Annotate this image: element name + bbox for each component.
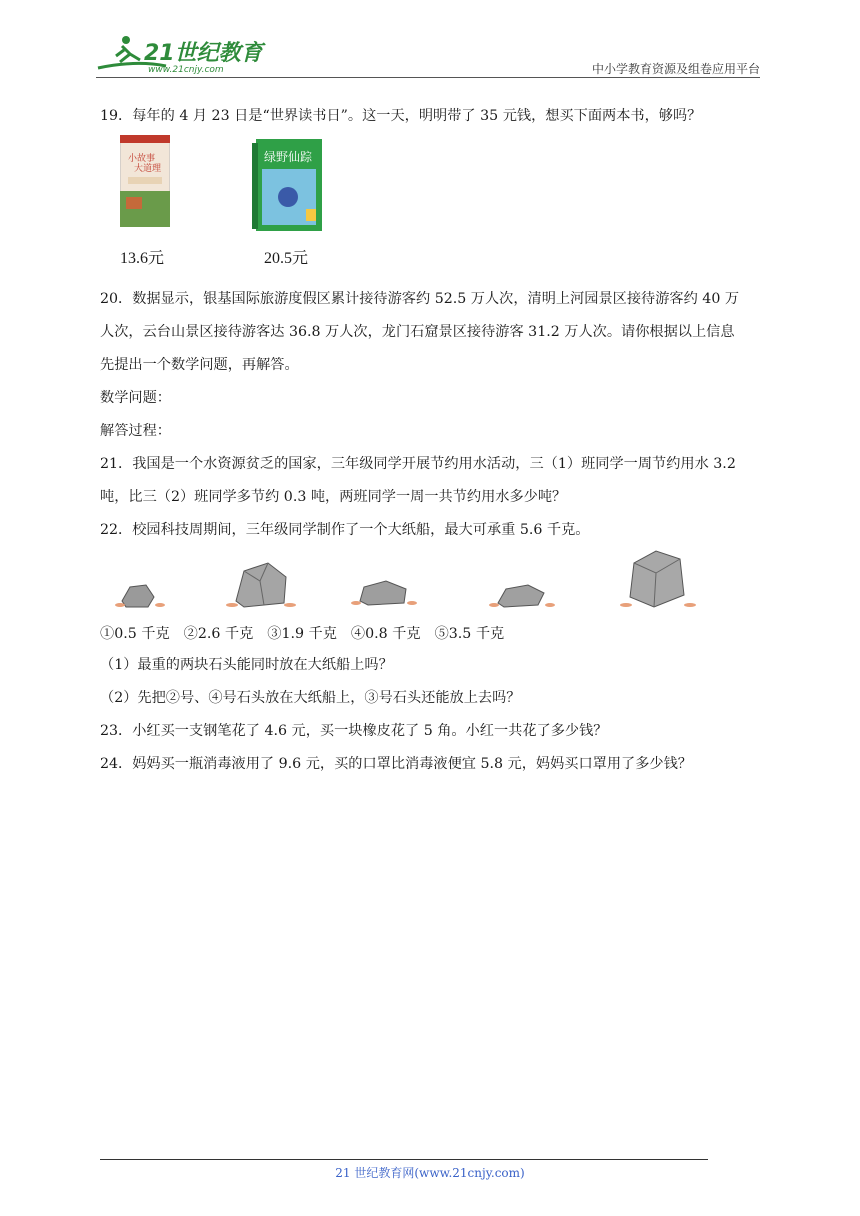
stone-weight-4: ④0.8 千克: [350, 626, 421, 642]
book-images: [100, 133, 764, 283]
question-19: 19．每年的 4 月 23 日是“世界读书日”。这一天，明明带了 35 元钱，想买下面两本书，够吗？: [100, 108, 702, 124]
question-20-line-2: 人次，云台山景区接待游客达 36.8 万人次，龙门石窟景区接待游客 31.2 万人次。请你根据以上信息: [100, 324, 735, 340]
question-22-part-1: （1）最重的两块石头能同时放在大纸船上吗？: [100, 657, 393, 673]
platform-name: 中小学教育资源及组卷应用平台: [591, 62, 760, 76]
book-cover-1: [120, 135, 170, 227]
question-21-line-2: 吨，比三（2）班同学多节约 0.3 吨，两班同学一周一共节约用水多少吨？: [100, 489, 567, 505]
question-22: 22．校园科技周期间，三年级同学制作了一个大纸船，最大可承重 5.6 千克。: [100, 522, 590, 538]
svg-text:www.21cnjy.com: www.21cnjy.com: [148, 65, 224, 75]
footer-divider: [100, 1159, 708, 1160]
question-22-part-2: （2）先把②号、④号石头放在大纸船上，③号石头还能放上去吗？: [100, 690, 521, 706]
stone-weights: [100, 619, 764, 649]
svg-text:大道理: 大道理: [134, 164, 162, 174]
question-20-line-3: 先提出一个数学问题，再解答。: [100, 357, 299, 373]
stone-2-image: [224, 561, 300, 611]
site-logo: [96, 30, 266, 76]
book-2-price: 20.5元: [264, 250, 309, 267]
footer-link[interactable]: 21 世纪教育网(www.21cnjy.com): [335, 1166, 525, 1180]
page-header: [96, 30, 760, 78]
header-divider: [96, 77, 760, 78]
svg-text:21世纪教育: 21世纪教育: [144, 41, 263, 66]
stone-weight-5: ⑤3.5 千克: [434, 626, 505, 642]
stone-3-image: [350, 575, 420, 609]
solution-prompt: 解答过程：: [100, 423, 171, 439]
question-20-line-1: 20．数据显示，银基国际旅游度假区累计接待游客约 52.5 万人次，清明上河园景区接待游客约 40 万: [100, 291, 740, 307]
question-23: 23．小红买一支钢笔花了 4.6 元，买一块橡皮花了 5 角。小红一共花了多少钱？: [100, 723, 608, 739]
stone-1-image: [112, 579, 168, 609]
svg-text:绿野仙踪: 绿野仙踪: [264, 150, 313, 164]
stone-weight-2: ②2.6 千克: [183, 626, 254, 642]
stone-4-image: [488, 577, 558, 609]
question-24: 24．妈妈买一瓶消毒液用了 9.6 元，买的口罩比消毒液便宜 5.8 元，妈妈买口罩用了多少钱？: [100, 756, 692, 772]
svg-text:小故事: 小故事: [128, 154, 156, 164]
question-21-line-1: 21．我国是一个水资源贫乏的国家，三年级同学开展节约用水活动，三（1）班同学一周节约用水 3.2: [100, 456, 736, 472]
math-question-prompt: 数学问题：: [100, 390, 171, 406]
stone-5-image: [618, 549, 698, 613]
question-list: [100, 100, 764, 781]
stone-weight-1: ①0.5 千克: [100, 626, 170, 642]
stone-images: [100, 549, 764, 619]
book-cover-2: [252, 139, 326, 231]
book-1-price: 13.6元: [120, 250, 165, 267]
stone-weight-3: ③1.9 千克: [267, 626, 337, 642]
